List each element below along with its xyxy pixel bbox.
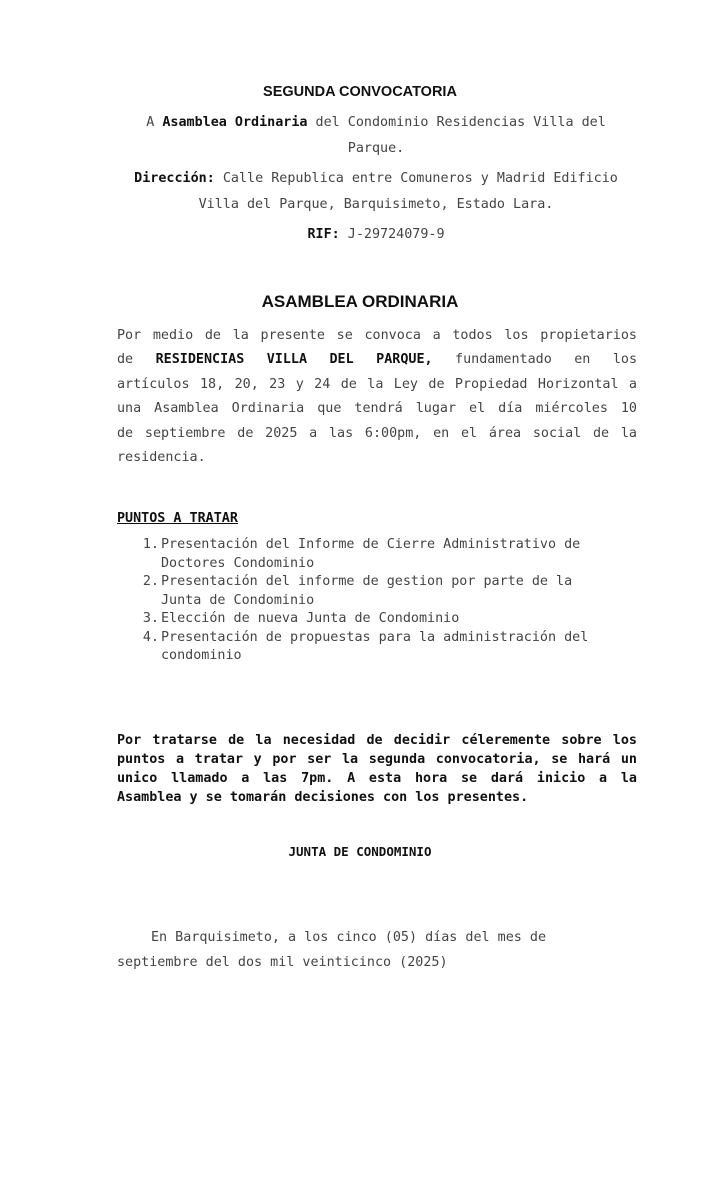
agenda-heading: PUNTOS A TRATAR — [117, 511, 238, 526]
closing-paragraph: En Barquisimeto, a los cinco (05) días del mes de septiembre del dos mil veinticinco (2025) — [117, 930, 547, 970]
rif-label: RIF: — [307, 227, 340, 242]
document-title: SEGUNDA CONVOCATORIA — [263, 84, 457, 100]
signature-line: JUNTA DE CONDOMINIO — [288, 844, 432, 859]
rif-block — [110, 222, 642, 248]
notice-paragraph: Por tratarse de la necesidad de decidir céleremente sobre los puntos a tratar y por ser la segunda convocatoria, se hará un unico llamado a las 7pm. A esta hora se dará inicio a la Asamblea y se tomarán decisiones con los presentes. — [117, 733, 637, 805]
convocation-paragraph: Por medio de la presente se convoca a todos los propietarios de RESIDENCIAS VILLA DEL PARQUE, fundamentado en los artículos 18, 20, 23 y 24 de la Ley de Propiedad Horizontal a una Asamblea Ordinaria que tendrá lugar el día miércoles 10 de septiembre de 2025 a las 6:00pm, en el área social de la residencia. — [117, 328, 638, 465]
assembly-type: Asamblea Ordinaria — [162, 115, 308, 130]
list-item: 1. Presentación del Informe de Cierre Administrativo de Doctores Condominio — [142, 537, 581, 571]
section-title: ASAMBLEA ORDINARIA — [261, 292, 459, 311]
agenda-list — [117, 536, 637, 666]
residence-name: RESIDENCIAS VILLA DEL PARQUE, — [155, 352, 433, 368]
rif-value: J-29724079-9 — [339, 227, 445, 242]
list-item: 4. Presentación de propuestas para la administración del condominio — [142, 629, 589, 663]
address-label: Dirección: — [134, 171, 215, 186]
list-item: 2. Presentación del informe de gestion por parte de la Junta de Condominio — [142, 574, 573, 608]
assembly-intro: A Asamblea Ordinaria del Condominio Residencias Villa del Parque. — [146, 115, 606, 156]
address-block: Dirección: Calle Republica entre Comuneros y Madrid Edificio Villa del Parque, Barquisimeto, Estado Lara. — [134, 171, 618, 212]
list-item: 3. Elección de nueva Junta de Condominio — [142, 611, 460, 626]
